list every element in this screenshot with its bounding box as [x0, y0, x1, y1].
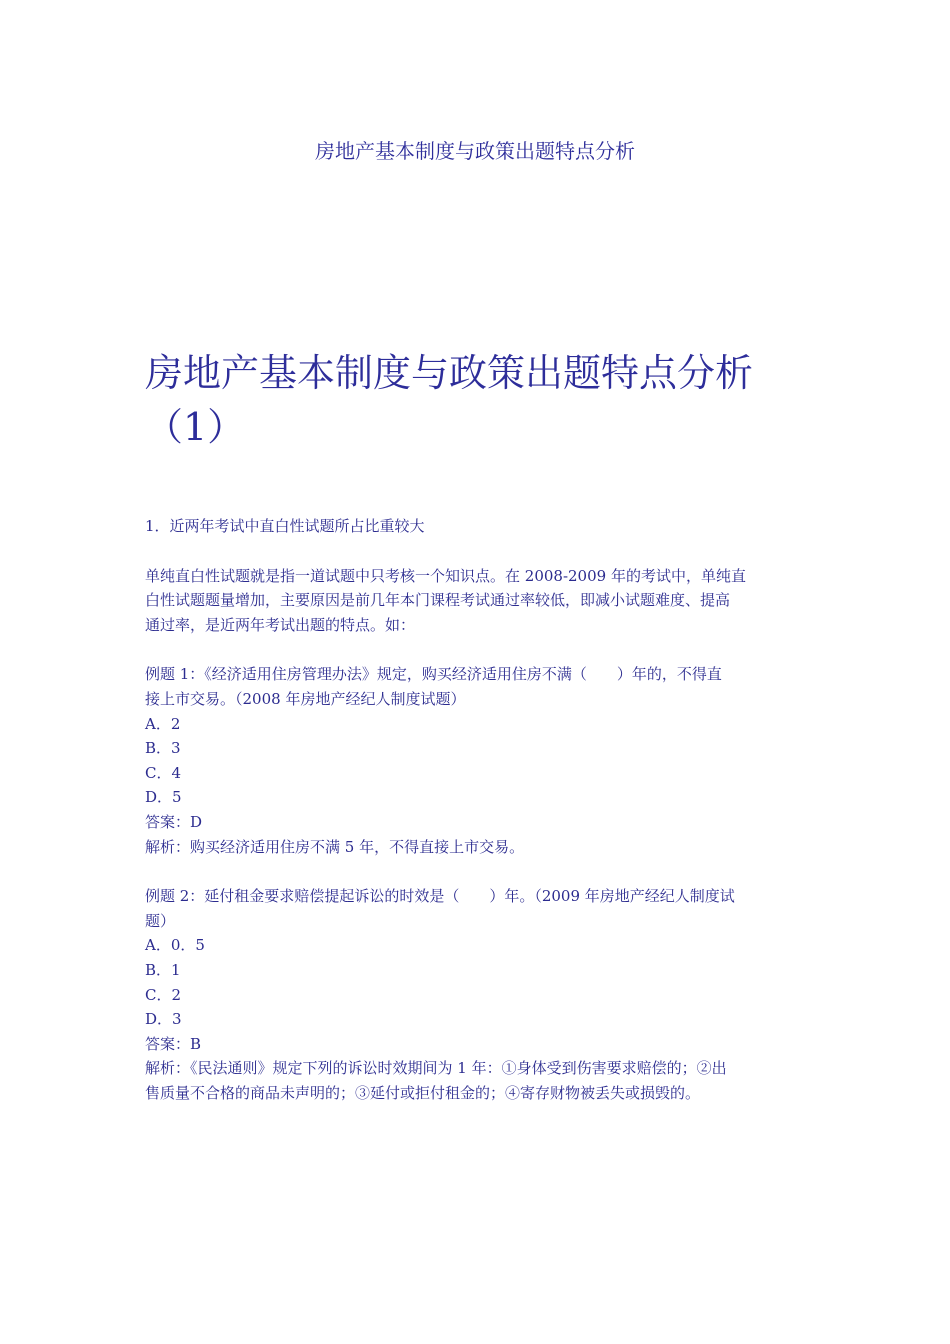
option-a: A．0．5: [145, 936, 205, 955]
option-c: C．2: [145, 985, 182, 1004]
option-d: D．5: [145, 788, 182, 807]
main-title: [145, 346, 805, 454]
option-b: B．1: [145, 960, 181, 979]
section-heading: 1．近两年考试中直白性试题所占比重较大: [145, 517, 425, 535]
example-question-line: 题）: [145, 911, 176, 930]
answer: 答案：D: [145, 812, 203, 831]
example-question-line: 接上市交易。（2008 年房地产经纪人制度试题）: [145, 689, 466, 708]
intro-paragraph: [145, 564, 805, 638]
option-d: D．3: [145, 1010, 182, 1029]
example-question-line: 例题 1：《经济适用住房管理办法》规定，购买经济适用住房不满（ ）年的，不得直: [145, 665, 722, 684]
analysis-line: 解析：购买经济适用住房不满 5 年，不得直接上市交易。: [145, 837, 525, 856]
example-1: [145, 662, 805, 859]
option-c: C．4: [145, 763, 182, 782]
header-title: 房地产基本制度与政策出题特点分析: [315, 139, 635, 163]
example-2: [145, 884, 805, 1105]
document-body: [145, 514, 805, 1130]
intro-line: 通过率，是近两年考试出题的特点。如：: [145, 615, 416, 634]
option-b: B．3: [145, 739, 181, 758]
analysis-line: 售质量不合格的商品未声明的；③延付或拒付租金的；④寄存财物被丢失或损毁的。: [145, 1083, 701, 1102]
intro-line: 白性试题题量增加，主要原因是前几年本门课程考试通过率较低，即减小试题难度、提高: [145, 591, 731, 610]
main-title-line-2: （1）: [145, 405, 246, 449]
analysis-line: 解析：《民法通则》规定下列的诉讼时效期间为 1 年：①身体受到伤害要求赔偿的；②出: [145, 1059, 727, 1078]
option-a: A．2: [145, 714, 181, 733]
example-question-line: 例题 2：延付租金要求赔偿提起诉讼的时效是（ ）年。（2009 年房地产经纪人制度试: [145, 887, 735, 906]
answer: 答案：B: [145, 1034, 202, 1053]
intro-line: 单纯直白性试题就是指一道试题中只考核一个知识点。在 2008-2009 年的考试中，单纯直: [145, 566, 746, 585]
main-title-line-1: 房地产基本制度与政策出题特点分析: [145, 351, 754, 395]
